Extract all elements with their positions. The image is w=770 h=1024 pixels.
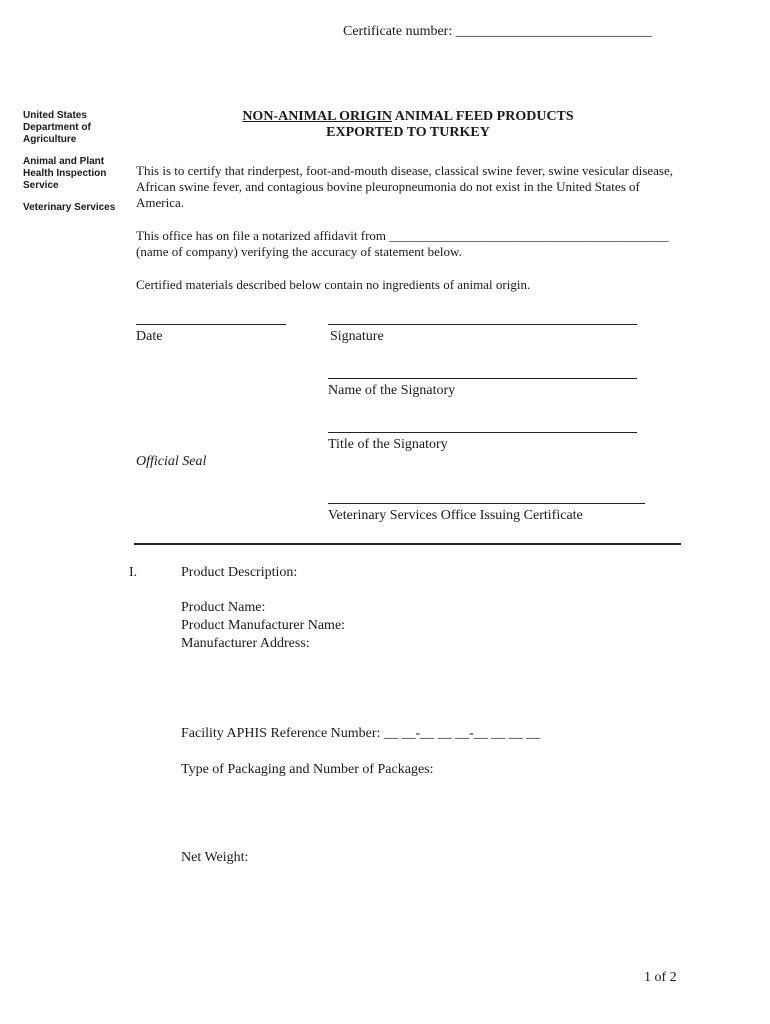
manufacturer-address-label: Manufacturer Address: bbox=[181, 636, 310, 651]
section-heading: Product Description: bbox=[181, 565, 298, 580]
section-divider bbox=[134, 543, 681, 545]
affidavit-line2: (name of company) verifying the accuracy of statement below. bbox=[136, 244, 462, 259]
signatory-name-label: Name of the Signatory bbox=[328, 383, 456, 398]
affidavit-line1[interactable]: This office has on file a notarized affidavit from ___________________________________________ bbox=[136, 228, 669, 243]
certificate-number-field[interactable]: ____________________________ bbox=[455, 24, 652, 39]
agency-service-line: Animal and Plant bbox=[23, 156, 105, 167]
signatory-name-line[interactable] bbox=[328, 378, 637, 379]
signature-line[interactable] bbox=[328, 324, 637, 325]
page-title bbox=[136, 109, 680, 141]
agency-department-line: Department of bbox=[23, 122, 91, 133]
agency-service-line: Service bbox=[23, 180, 59, 191]
title-line2: EXPORTED TO TURKEY bbox=[326, 125, 490, 140]
title-underlined: NON-ANIMAL ORIGIN bbox=[242, 109, 393, 124]
certificate-number bbox=[343, 24, 652, 40]
signatory-title-label: Title of the Signatory bbox=[328, 437, 448, 452]
signatory-title-line[interactable] bbox=[328, 432, 637, 433]
agency-unit: Veterinary Services bbox=[23, 202, 116, 213]
net-weight-label: Net Weight: bbox=[181, 850, 249, 865]
issuing-office-label: Veterinary Services Office Issuing Certificate bbox=[328, 508, 583, 523]
title-line1-rest: ANIMAL FEED PRODUCTS bbox=[392, 109, 574, 124]
certify-paragraph: This is to certify that rinderpest, foot-and-mouth disease, classical swine fever, swine vesicular disease, African swine fever, and contagious bovine pleuropneumonia do not exist in the United States of America. bbox=[136, 163, 674, 210]
no-animal-origin-statement: Certified materials described below contain no ingredients of animal origin. bbox=[136, 277, 531, 292]
date-line[interactable] bbox=[136, 324, 286, 325]
signature-label: Signature bbox=[330, 329, 384, 344]
agency-block bbox=[23, 110, 115, 214]
product-name-label: Product Name: bbox=[181, 600, 266, 615]
date-label: Date bbox=[136, 329, 163, 344]
section-numeral: I. bbox=[129, 565, 138, 580]
official-seal-label: Official Seal bbox=[136, 454, 207, 469]
manufacturer-name-label: Product Manufacturer Name: bbox=[181, 618, 346, 633]
facility-reference-field[interactable]: Facility APHIS Reference Number: __ __-__ __ __-__ __ __ __ bbox=[181, 726, 541, 741]
certificate-number-label: Certificate number: bbox=[343, 24, 453, 39]
agency-department-line: Agriculture bbox=[23, 134, 77, 145]
agency-department-line: United States bbox=[23, 110, 87, 121]
page-number: 1 of 2 bbox=[644, 970, 677, 985]
packaging-label: Type of Packaging and Number of Packages: bbox=[181, 762, 434, 777]
issuing-office-line[interactable] bbox=[328, 503, 645, 504]
agency-service-line: Health Inspection bbox=[23, 168, 107, 179]
